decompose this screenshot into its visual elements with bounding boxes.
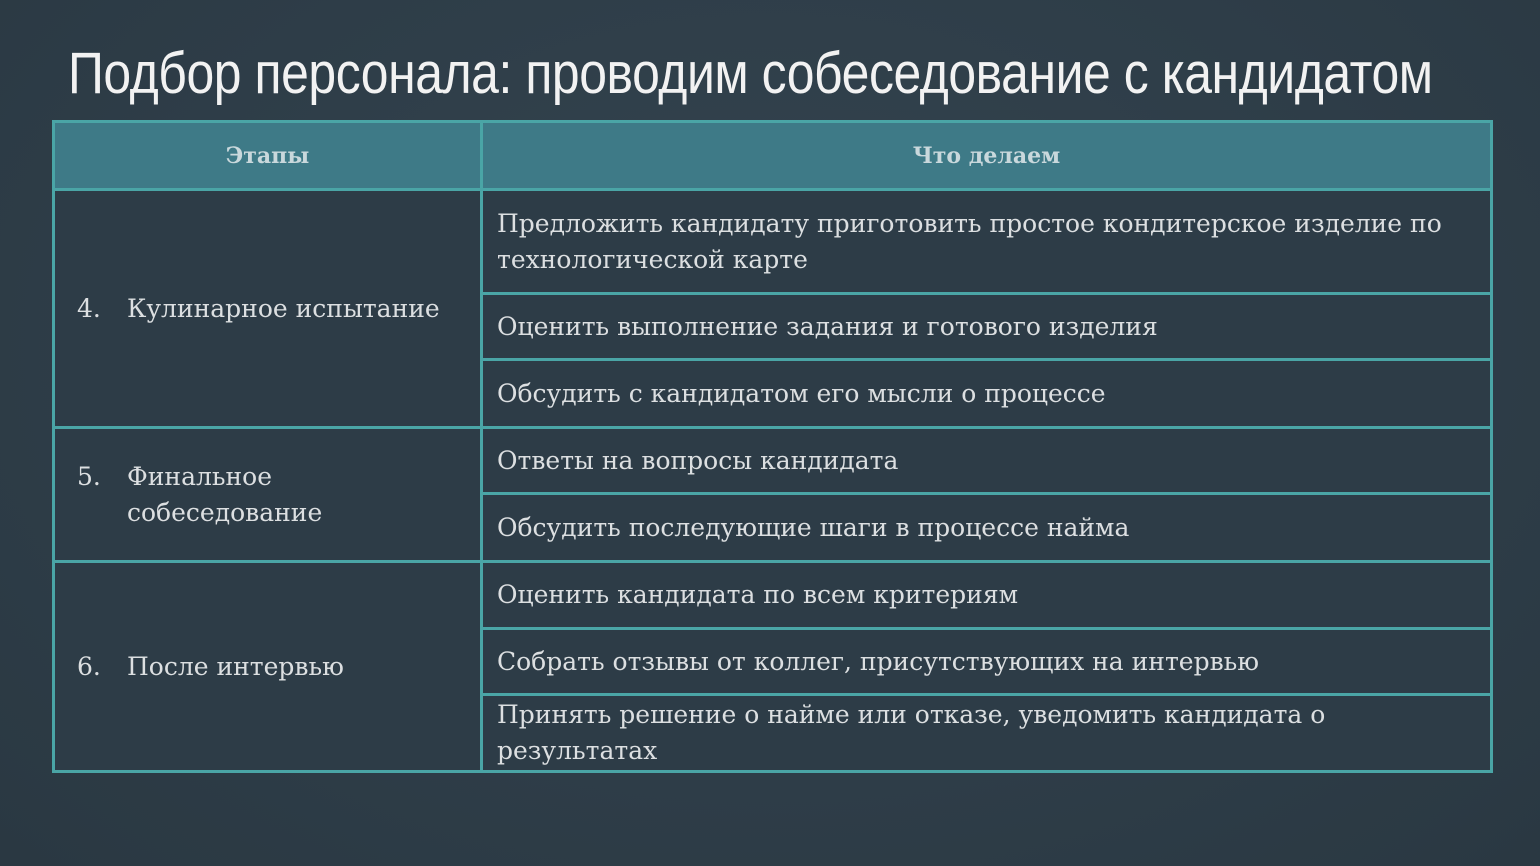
table-row bbox=[54, 428, 1492, 494]
header-actions: Что делаем bbox=[482, 122, 1492, 190]
stage-label: Финальное собеседование bbox=[127, 461, 323, 527]
header-row bbox=[54, 122, 1492, 190]
stage-cell-6 bbox=[54, 562, 482, 772]
stage-content bbox=[77, 649, 466, 685]
stage-number: 5. bbox=[77, 461, 101, 491]
action-cell: Обсудить последующие шаги в процессе найма bbox=[482, 494, 1492, 562]
table-row bbox=[54, 190, 1492, 294]
stage-label: После интервью bbox=[127, 651, 344, 681]
table-body bbox=[54, 190, 1492, 772]
interview-stages-table-container bbox=[52, 120, 1493, 765]
page-title: Подбор персонала: проводим собеседование с кандидатом bbox=[68, 41, 1433, 106]
stage-cell-5 bbox=[54, 428, 482, 562]
table-header bbox=[54, 122, 1492, 190]
interview-stages-table bbox=[52, 120, 1493, 773]
action-cell: Предложить кандидату приготовить простое кондитерское изделие по технологической карте bbox=[482, 190, 1492, 294]
stage-content bbox=[77, 459, 466, 531]
stage-content bbox=[77, 291, 466, 327]
stage-number: 4. bbox=[77, 293, 101, 323]
action-cell: Принять решение о найме или отказе, уведомить кандидата о результатах bbox=[482, 695, 1492, 772]
action-cell: Оценить выполнение задания и готового изделия bbox=[482, 294, 1492, 360]
table-row bbox=[54, 562, 1492, 629]
stage-label: Кулинарное испытание bbox=[127, 293, 440, 323]
stage-number: 6. bbox=[77, 651, 101, 681]
action-cell: Оценить кандидата по всем критериям bbox=[482, 562, 1492, 629]
action-cell: Ответы на вопросы кандидата bbox=[482, 428, 1492, 494]
header-stages: Этапы bbox=[54, 122, 482, 190]
action-cell: Обсудить с кандидатом его мысли о процессе bbox=[482, 360, 1492, 428]
action-cell: Собрать отзывы от коллег, присутствующих на интервью bbox=[482, 629, 1492, 695]
stage-cell-4 bbox=[54, 190, 482, 428]
